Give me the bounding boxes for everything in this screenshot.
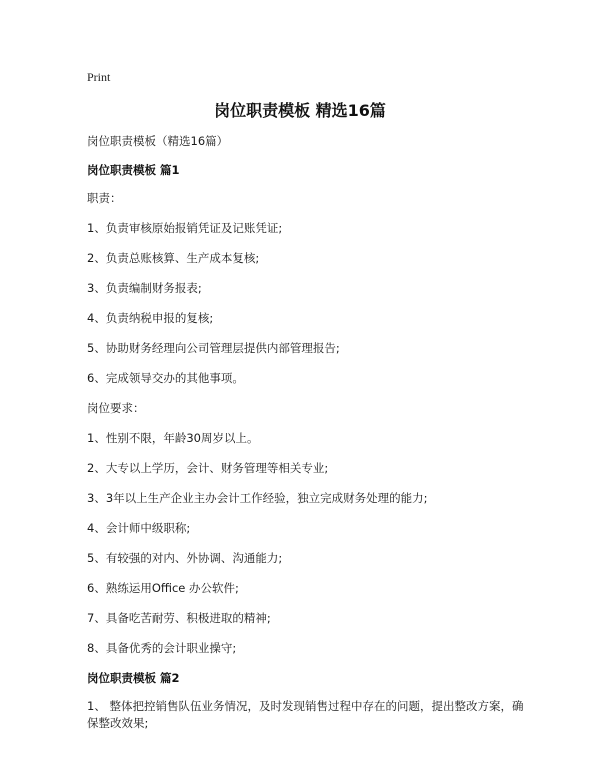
print-label: Print (87, 70, 111, 84)
requirement-item: 3、3年以上生产企业主办会计工作经验，独立完成财务处理的能力; (87, 491, 428, 505)
duty-item: 4、负责纳税申报的复核; (87, 311, 214, 325)
requirement-item: 8、具备优秀的会计职业操守; (87, 641, 237, 655)
duty-item: 1、负责审核原始报销凭证及记账凭证; (87, 221, 283, 235)
duty-item: 6、完成领导交办的其他事项。 (87, 371, 244, 385)
requirement-item: 1、性别不限，年龄30周岁以上。 (87, 431, 259, 445)
requirement-item: 7、具备吃苦耐劳、积极进取的精神; (87, 611, 271, 625)
duty-item: 3、负责编制财务报表; (87, 281, 202, 295)
duty-item: 2、负责总账核算、生产成本复核; (87, 251, 260, 265)
duties-label: 职责： (87, 191, 122, 205)
requirement-item: 2、大专以上学历，会计、财务管理等相关专业; (87, 461, 329, 475)
document-title: 岗位职责模板 精选16篇 (214, 101, 386, 120)
requirement-item: 6、熟练运用Office 办公软件; (87, 581, 239, 595)
requirement-item: 4、会计师中级职称; (87, 521, 191, 535)
section-heading-1: 岗位职责模板 篇1 (87, 163, 180, 177)
document-body (87, 133, 527, 746)
section2-item: 1、 整体把控销售队伍业务情况，及时发现销售过程中存在的问题，提出整改方案，确保整改效果; (87, 699, 524, 730)
requirements-label: 岗位要求： (87, 401, 145, 415)
duty-item: 5、协助财务经理向公司管理层提供内部管理报告; (87, 341, 340, 355)
document-subtitle: 岗位职责模板（精选16篇） (87, 134, 229, 148)
requirement-item: 5、有较强的对内、外协调、沟通能力; (87, 551, 283, 565)
section-heading-2: 岗位职责模板 篇2 (87, 671, 180, 685)
